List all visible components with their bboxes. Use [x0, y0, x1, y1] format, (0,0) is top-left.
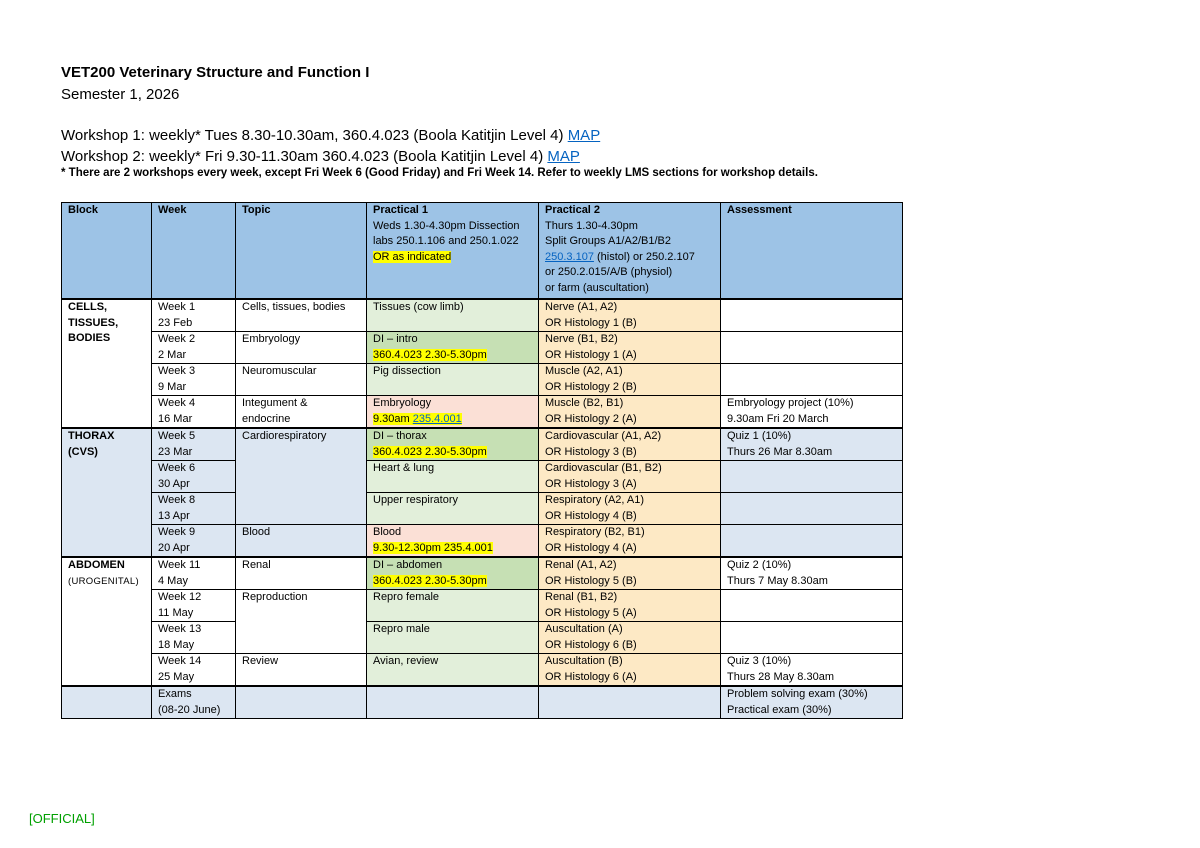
practical-2-cell: Nerve (A1, A2) OR Histology 1 (B): [539, 299, 721, 332]
table-row: [62, 364, 903, 396]
workshop-2-line: [61, 148, 580, 165]
schedule-table: [61, 202, 903, 719]
topic-cell: Review: [236, 654, 367, 687]
assessment-cell: [721, 622, 903, 654]
document-title: VET200 Veterinary Structure and Function I: [61, 64, 370, 81]
week-cell: Week 11 4 May: [152, 557, 236, 590]
practical-1-title: Practical 1: [373, 204, 429, 216]
topic-cell: [236, 686, 367, 719]
practical-1-cell: [367, 686, 539, 719]
topic-cell: Embryology: [236, 332, 367, 364]
header-topic: Topic: [236, 203, 367, 300]
topic-cell: Reproduction: [236, 590, 367, 654]
practical-1-cell: Heart & lung: [367, 461, 539, 493]
practical-1-cell: Tissues (cow limb): [367, 299, 539, 332]
practical-1-cell: Pig dissection: [367, 364, 539, 396]
practical-2-room-rest: (histol) or 250.2.107: [593, 250, 695, 263]
workshop-1-text: Workshop 1: weekly* Tues 8.30-10.30am, 360.4.023 (Boola Katitjin Level 4): [61, 127, 564, 144]
practical-1-cell: DI – abdomen 360.4.023 2.30-5.30pm: [367, 557, 539, 590]
practical-2-cell: Nerve (B1, B2) OR Histology 1 (A): [539, 332, 721, 364]
practical-2-cell: Auscultation (B) OR Histology 6 (A): [539, 654, 721, 687]
workshop-1-line: [61, 127, 600, 144]
block-label-line: (UROGENITAL): [68, 575, 139, 587]
block-cells-tissues-bodies: [62, 299, 152, 428]
table-row: [62, 493, 903, 525]
block-abdomen: [62, 557, 152, 686]
practical-1-labs: labs 250.1.106 and 250.1.022: [373, 235, 519, 247]
topic-cell: Cells, tissues, bodies: [236, 299, 367, 332]
table-row: [62, 525, 903, 558]
assessment-cell: Quiz 1 (10%) Thurs 26 Mar 8.30am: [721, 428, 903, 461]
week-cell: Exams (08-20 June): [152, 686, 236, 719]
practical-2-room-link[interactable]: 250.3.107: [545, 250, 594, 263]
assessment-cell: Embryology project (10%) 9.30am Fri 20 March: [721, 396, 903, 429]
table-row: [62, 396, 903, 429]
practical-2-physiol: or 250.2.015/A/B (physiol): [545, 266, 673, 278]
table-row: [62, 590, 903, 622]
table-row: [62, 428, 903, 461]
assessment-cell: [721, 461, 903, 493]
practical-2-cell: Cardiovascular (B1, B2) OR Histology 3 (A): [539, 461, 721, 493]
table-row: [62, 622, 903, 654]
workshop-note: * There are 2 workshops every week, except Fri Week 6 (Good Friday) and Fri Week 14. Refer to weekly LMS sections for workshop details.: [61, 167, 818, 179]
block-label-line: ABDOMEN: [68, 559, 125, 571]
topic-cell: Blood: [236, 525, 367, 558]
table-row: [62, 654, 903, 687]
practical-1-cell: Repro male: [367, 622, 539, 654]
practical-1-or-indicated: OR as indicated: [373, 250, 452, 263]
header-block: Block: [62, 203, 152, 300]
week-cell: Week 6 30 Apr: [152, 461, 236, 493]
practical-1-cell: DI – thorax 360.4.023 2.30-5.30pm: [367, 428, 539, 461]
practical-2-cell: Respiratory (A2, A1) OR Histology 4 (B): [539, 493, 721, 525]
topic-cell: Renal: [236, 557, 367, 590]
workshop-1-map-link[interactable]: MAP: [567, 127, 601, 144]
topic-cell: Integument & endocrine: [236, 396, 367, 429]
assessment-cell: [721, 299, 903, 332]
practical-1-cell: Avian, review: [367, 654, 539, 687]
table-row: [62, 332, 903, 364]
block-label-line: BODIES: [68, 332, 111, 344]
assessment-cell: Quiz 2 (10%) Thurs 7 May 8.30am: [721, 557, 903, 590]
week-cell: Week 4 16 Mar: [152, 396, 236, 429]
table-row: [62, 461, 903, 493]
official-label: [OFFICIAL]: [29, 811, 95, 826]
week-cell: Week 14 25 May: [152, 654, 236, 687]
practical-1-cell: Embryology 9.30am 235.4.001: [367, 396, 539, 429]
practical-1-time: Weds 1.30-4.30pm Dissection: [373, 219, 520, 232]
practical-2-cell: Renal (A1, A2) OR Histology 5 (B): [539, 557, 721, 590]
block-label-line: THORAX: [68, 430, 115, 442]
practical-2-farm: or farm (auscultation): [545, 281, 649, 294]
practical-2-cell: Respiratory (B2, B1) OR Histology 4 (A): [539, 525, 721, 558]
assessment-cell: [721, 364, 903, 396]
block-cell: [62, 686, 152, 719]
block-label-line: TISSUES,: [68, 316, 119, 329]
workshop-2-text: Workshop 2: weekly* Fri 9.30-11.30am 360.4.023 (Boola Katitjin Level 4): [61, 148, 544, 165]
assessment-cell: [721, 332, 903, 364]
week-cell: Week 5 23 Mar: [152, 428, 236, 461]
week-cell: Week 12 11 May: [152, 590, 236, 622]
practical-1-cell: Repro female: [367, 590, 539, 622]
practical-1-cell: DI – intro 360.4.023 2.30-5.30pm: [367, 332, 539, 364]
practical-1-cell: Upper respiratory: [367, 493, 539, 525]
week-cell: Week 1 23 Feb: [152, 299, 236, 332]
table-row: [62, 686, 903, 719]
week-cell: Week 8 13 Apr: [152, 493, 236, 525]
week-cell: Week 13 18 May: [152, 622, 236, 654]
assessment-cell: [721, 590, 903, 622]
assessment-cell: [721, 525, 903, 558]
topic-cell: Cardiorespiratory: [236, 428, 367, 525]
block-thorax: [62, 428, 152, 557]
practical-2-cell: Auscultation (A) OR Histology 6 (B): [539, 622, 721, 654]
practical-2-title: Practical 2: [545, 204, 601, 216]
practical-2-cell: [539, 686, 721, 719]
practical-1-cell: Blood 9.30-12.30pm 235.4.001: [367, 525, 539, 558]
table-row: [62, 557, 903, 590]
semester-label: Semester 1, 2026: [61, 86, 180, 103]
header-practical-2: [539, 203, 721, 300]
practical-2-cell: Muscle (A2, A1) OR Histology 2 (B): [539, 364, 721, 396]
block-label-line: CELLS,: [68, 301, 108, 313]
week-cell: Week 2 2 Mar: [152, 332, 236, 364]
assessment-cell: [721, 493, 903, 525]
block-label-line: (CVS): [68, 445, 98, 458]
header-assessment: Assessment: [721, 203, 903, 300]
assessment-cell: Quiz 3 (10%) Thurs 28 May 8.30am: [721, 654, 903, 687]
practical-2-groups: Split Groups A1/A2/B1/B2: [545, 235, 671, 247]
table-row: [62, 299, 903, 332]
table-header-row: [62, 203, 903, 300]
workshop-2-map-link[interactable]: MAP: [547, 148, 580, 165]
room-link[interactable]: 235.4.001: [412, 412, 462, 425]
assessment-cell: Problem solving exam (30%) Practical exam (30%): [721, 686, 903, 719]
topic-cell: Neuromuscular: [236, 364, 367, 396]
week-cell: Week 3 9 Mar: [152, 364, 236, 396]
practical-2-cell: Muscle (B2, B1) OR Histology 2 (A): [539, 396, 721, 429]
header-practical-1: [367, 203, 539, 300]
header-week: Week: [152, 203, 236, 300]
practical-2-cell: Renal (B1, B2) OR Histology 5 (A): [539, 590, 721, 622]
practical-2-time: Thurs 1.30-4.30pm: [545, 219, 638, 232]
practical-2-cell: Cardiovascular (A1, A2) OR Histology 3 (B): [539, 428, 721, 461]
week-cell: Week 9 20 Apr: [152, 525, 236, 558]
